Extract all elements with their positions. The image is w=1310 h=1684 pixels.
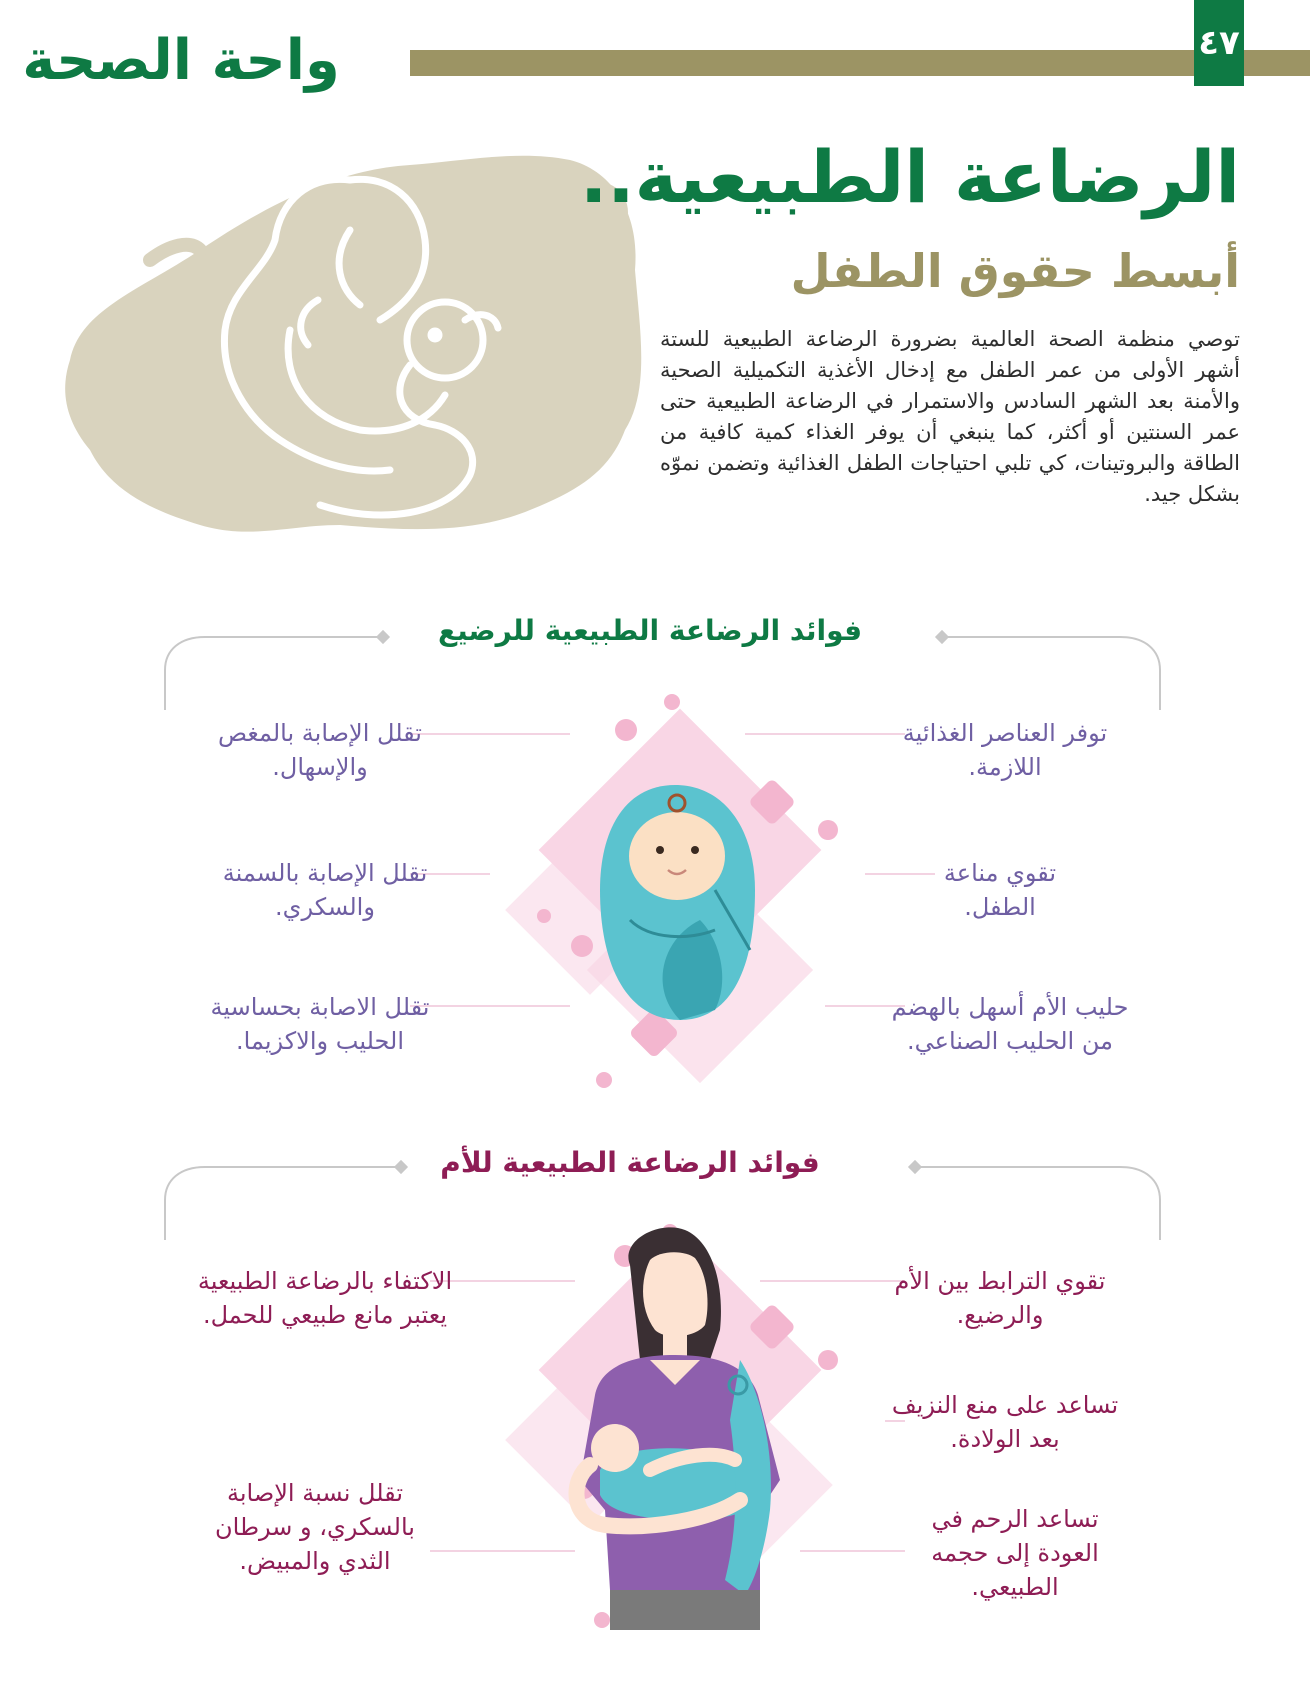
baby-benefit-left-3: تقلل الاصابة بحساسية الحليب والاكزيما.	[210, 993, 430, 1055]
article-subtitle: أبسط حقوق الطفل	[790, 244, 1240, 298]
mother-benefits-heading: فوائد الرضاعة الطبيعية للأم	[440, 1146, 820, 1179]
mother-figure	[576, 1227, 780, 1630]
baby-benefits-heading: فوائد الرضاعة الطبيعية للرضيع	[437, 614, 863, 647]
breastfeeding-mother-illustration	[500, 1220, 860, 1640]
article-intro: توصي منظمة الصحة العالمية بضرورة الرضاعة الطبيعية للستة أشهر الأولى من عمر الطفل مع إدخال الأغذية التكميلية الصحية والأمنة بعد الشهر السادس والاستمرار في الرضاعة الطبيعية حتى عمر السنتين أو أكثر، كما ينبغي أن يوفر الغذاء كمية كافية من الطاقة والبروتينات، كي تلبي احتياجات الطفل الغذائية وتضمن نموّه بشكل جيد.	[660, 327, 1240, 506]
swaddled-baby-illustration	[500, 690, 860, 1110]
article-title: الرضاعة الطبيعية..	[579, 135, 1240, 219]
mother-benefit-right-2: تساعد على منع النزيف بعد الولادة.	[891, 1391, 1119, 1453]
baby-body	[600, 785, 755, 1020]
page-number: ٤٧	[1194, 0, 1244, 86]
baby-benefit-right-3: حليب الأم أسهل بالهضم من الحليب الصناعي.	[891, 993, 1129, 1055]
magazine-title: واحة الصحة	[0, 26, 380, 96]
mother-benefit-right-1: تقوي الترابط بين الأم والرضيع.	[894, 1267, 1106, 1329]
mother-benefit-right-3: تساعد الرحم في العودة إلى حجمه الطبيعي.	[931, 1505, 1099, 1601]
mother-benefit-left-1: الاكتفاء بالرضاعة الطبيعية يعتبر مانع طبيعي للحمل.	[197, 1267, 453, 1329]
baby-benefit-right-1: توفر العناصر الغذائية اللازمة.	[902, 719, 1108, 781]
baby-benefit-left-1: تقلل الإصابة بالمغص والإسهال.	[218, 719, 422, 781]
baby-benefit-left-2: تقلل الإصابة بالسمنة والسكري.	[222, 859, 428, 921]
mother-benefit-left-2: تقلل نسبة الإصابة بالسكري، و سرطان الثدي والمبيض.	[215, 1479, 415, 1575]
baby-benefit-right-2: تقوي مناعة الطفل.	[943, 859, 1057, 921]
